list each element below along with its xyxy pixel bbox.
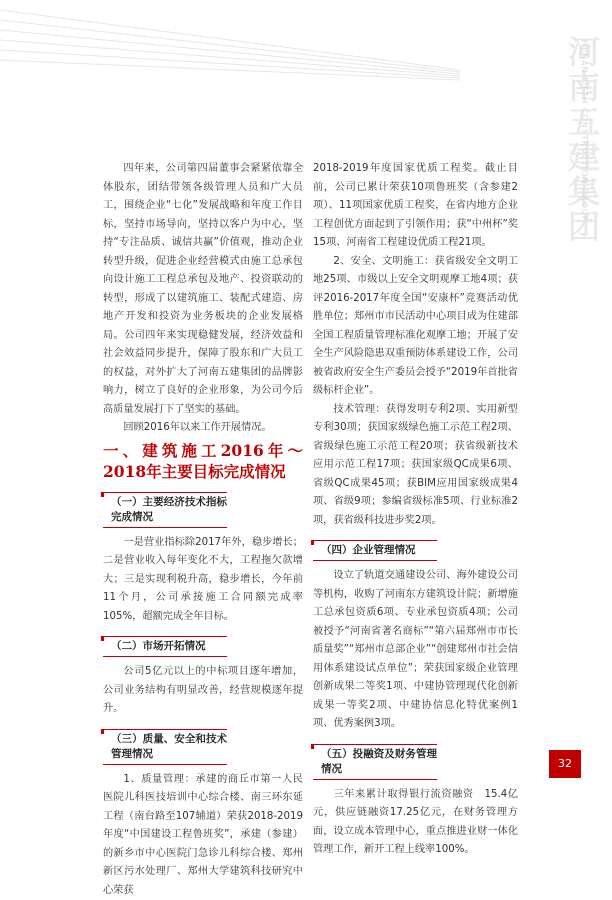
- subsection-heading-finance: （五）投融资及财务管理情况: [313, 744, 437, 780]
- quality-paragraph: 1、质量管理：承建的商丘市第一人民医院儿科医技培训中心综合楼、南三环东延工程（南台路至107辅道）荣获2018-2019年度“中国建设工程鲁班奖”，承建（参建）的新乡市中心医院门急诊儿科综合楼、郑州新区污水处理厂、郑州大学建筑科技研究中心荣获: [103, 771, 303, 900]
- quality-continued-paragraph: 2018-2019年度国家优质工程奖。截止目前，公司已累计荣获10项鲁班奖（含参建2项）、11项国家优质工程奖，在省内地方企业工程创优方面起到了引领作用；获“中州杯”奖15项、河南省工程建设优质工程21项。: [313, 160, 518, 253]
- intro-paragraph: 四年来，公司第四届董事会紧紧依靠全体股东，团结带领各级管理人员和广大员工，围绕企业“七化”发展战略和年度工作目标，坚持市场导向，坚持以客户为中心，坚持“专注品质、诚信共赢”价值观，推动企业转型升级，促进企业经营模式由施工总承包向设计施工工程总承包及地产、投资联动的转型，形成了以建筑施工、装配式建造、房地产开发和投资为业务板块的企业发展格局。公司四年来实现稳健发展，经济效益和社会效益同步提升，保障了股东和广大员工的权益，对外扩大了河南五建集团的品牌影响力，树立了良好的企业形象，为公司今后高质量发展打下了坚实的基础。: [103, 160, 303, 419]
- left-column: [103, 160, 303, 900]
- subsection-heading-economic: （一）主要经济技术指标完成情况: [103, 492, 227, 528]
- right-column: [313, 160, 518, 860]
- side-watermark-title: 河南五建集团: [566, 35, 602, 245]
- safety-paragraph: 2、安全、文明施工：获省级安全文明工地25项、市级以上安全文明观摩工地4项；获评2016-2017年度全国“安康杯”竞赛活动优胜单位；郑州市市民活动中心项目成为住建部全国工程质量管理标准化观摩工地；开展了安全生产风险隐患双重预防体系建设工作，公司被省政府安全生产委员会授予“2019年首批省级标杆企业”。: [313, 253, 518, 401]
- technology-paragraph: 技术管理：获得发明专利2项、实用新型专利30项；获国家级绿色施工示范工程2项、省级绿色施工示范工程20项；获省级新技术应用示范工程17项；获国家级QC成果6项、省级QC成果45项；获BIM应用国家级成果4项、省级9项；参编省级标准5项、行业标准2项，获省级科技进步奖2项。: [313, 401, 518, 531]
- finance-paragraph: 三年来累计取得银行流资融资 15.4亿元，供应链融资17.25亿元，在财务管理方面，设立成本管理中心，重点推进业财一体化管理工作，新开工程上线率100%。: [313, 786, 518, 860]
- page-number: 32: [549, 750, 581, 778]
- header-decorative-lines: [0, 0, 612, 90]
- section-title: 一、建筑施工2016年～2018年主要目标完成情况: [103, 440, 303, 482]
- subsection-heading-management: （四）企业管理情况: [313, 540, 437, 561]
- side-watermark-subtitle: HENAN FIFTH CONSTRUCTION GROUP: [580, 40, 589, 222]
- market-paragraph: 公司5亿元以上的中标项目逐年增加，公司业务结构有明显改善，经营规模逐年提升。: [103, 663, 303, 719]
- economic-paragraph: 一是营业指标除2017年外，稳步增长；二是营业收入每年变化不大，工程拖欠款增大；三是实现利税升高，稳步增长，今年前11个月，公司承接施工合同额完成率105%，超额完成全年目标。: [103, 534, 303, 627]
- review-paragraph: 回顾2016年以来工作开展情况。: [103, 419, 303, 438]
- subsection-heading-market: （二）市场开拓情况: [103, 636, 227, 657]
- subsection-heading-quality: （三）质量、安全和技术管理情况: [103, 729, 227, 765]
- management-paragraph: 设立了轨道交通建设公司、海外建设公司等机构，收购了河南东方建筑设计院；新增施工总承包资质6项、专业承包资质4项；公司被授予“河南省著名商标”“第六届郑州市市长质量奖”“郑州市总部企业”“创建郑州市社会信用体系建设试点单位”；荣获国家级企业管理创新成果二等奖1项、中建协管理现代化创新成果一等奖2项、中建协信息化特优案例1项、优秀案例3项。: [313, 567, 518, 734]
